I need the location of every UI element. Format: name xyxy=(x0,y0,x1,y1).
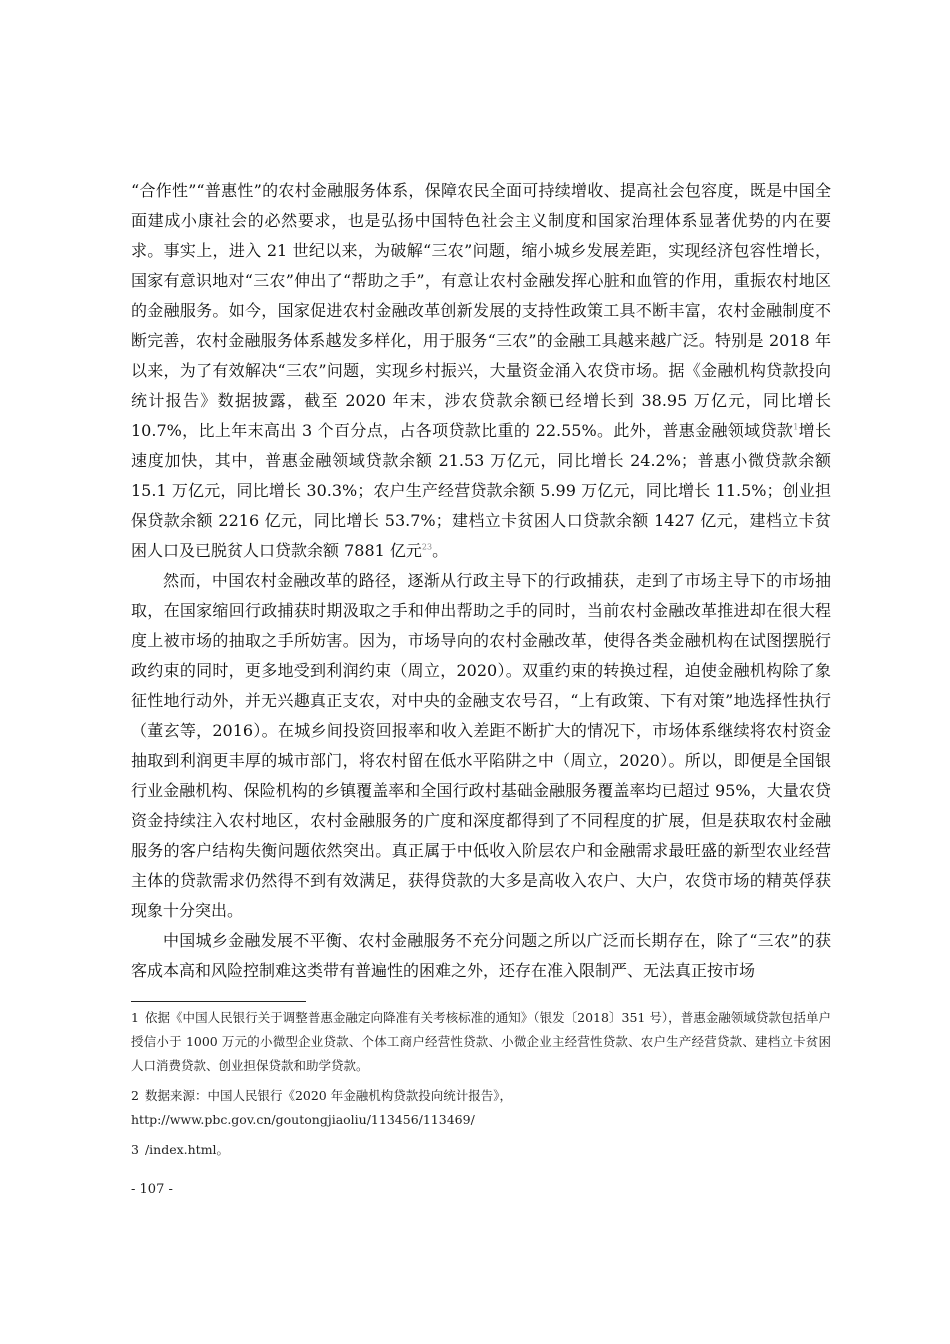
footnote-number: 3 xyxy=(131,1142,139,1157)
footnote-ref-23: 23 xyxy=(421,542,433,552)
footnote-2 xyxy=(131,1084,831,1132)
footnote-number: 1 xyxy=(131,1010,139,1025)
paragraph-1-text-a: “合作性”“普惠性”的农村金融服务体系，保障农民全面可持续增收、提高社会包容度，既是中国全面建成小康社会的必然要求，也是弘扬中国特色社会主义制度和国家治理体系显著优势的内在要求。事实上，进入 21 世纪以来，为破解“三农”问题，缩小城乡发展差距，实现经济包容性增长，国家有意识地对“三农”伸出了“帮助之手”，有意让农村金融发挥心脏和血管的作用，重振农村地区的金融服务。如今，国家促进农村金融改革创新发展的支持性政策工具不断丰富，农村金融制度不断完善，农村金融服务体系越发多样化，用于服务“三农”的金融工具越来越广泛。特别是 2018 年以来，为了有效解决“三农”问题，实现乡村振兴，大量资金涌入农贷市场。据《金融机构贷款投向统计报告》数据披露，截至 2020 年末，涉农贷款余额已经增长到 38.95 万亿元，同比增长 10.7%，比上年末高出 3 个百分点，占各项贷款比重的 22.55%。此外，普惠金融领域贷款 xyxy=(131,181,831,440)
paragraph-1-text-b: 增长速度加快，其中，普惠金融领域贷款余额 21.53 万亿元，同比增长 24.2%；普惠小微贷款余额 15.1 万亿元，同比增长 30.3%；农户生产经营贷款余额 5.99 万亿元，同比增长 11.5%；创业担保贷款余额 2216 亿元，同比增长 53.7%；建档立卡贫困人口贷款余额 1427 亿元，建档立卡贫困人口及已脱贫人口贷款余额 7881 亿元 xyxy=(131,421,831,560)
paragraph-3: 中国城乡金融发展不平衡、农村金融服务不充分问题之所以广泛而长期存在，除了“三农”的获客成本高和风险控制难这类带有普遍性的困难之外，还存在准入限制严、无法真正按市场 xyxy=(131,931,831,980)
footnote-3 xyxy=(131,1138,831,1162)
footnote-text: 依据《中国人民银行关于调整普惠金融定向降准有关考核标准的通知》（银发〔2018〕351 号），普惠金融领域贷款包括单户授信小于 1000 万元的小微型企业贷款、个体工商户经营性贷款、小微企业主经营性贷款、农户生产经营贷款、建档立卡贫困人口消费贷款、创业担保贷款和助学贷款。 xyxy=(131,1010,831,1073)
paragraph-2: 然而，中国农村金融改革的路径，逐渐从行政主导下的行政捕获，走到了市场主导下的市场抽取，在国家缩回行政捕获时期汲取之手和伸出帮助之手的同时，当前农村金融改革推进却在很大程度上被市场的抽取之手所妨害。因为，市场导向的农村金融改革，使得各类金融机构在试图摆脱行政约束的同时，更多地受到利润约束（周立，2020）。双重约束的转换过程，迫使金融机构除了象征性地行动外，并无兴趣真正支农，对中央的金融支农号召，“上有政策、下有对策”地选择性执行（董玄等，2016）。在城乡间投资回报率和收入差距不断扩大的情况下，市场体系继续将农村资金抽取到利润更丰厚的城市部门，将农村留在低水平陷阱之中（周立，2020）。所以，即便是全国银行业金融机构、保险机构的乡镇覆盖率和全国行政村基础金融服务覆盖率均已超过 95%，大量农贷资金持续注入农村地区，农村金融服务的广度和深度都得到了不同程度的扩展，但是获取农村金融服务的客户结构失衡问题依然突出。真正属于中低收入阶层农户和金融需求最旺盛的新型农业经营主体的贷款需求仍然得不到有效满足，获得贷款的大多是高收入农户、大户，农贷市场的精英俘获现象十分突出。 xyxy=(131,571,831,920)
footnote-1 xyxy=(131,1006,831,1078)
footnote-url: http://www.pbc.gov.cn/goutongjiaoliu/113456/113469/ xyxy=(131,1112,475,1127)
paragraph-1-text-c: 。 xyxy=(432,541,449,560)
page-number: - 107 - xyxy=(131,1182,173,1197)
footnote-text: 数据来源：中国人民银行《2020 年金融机构贷款投向统计报告》， xyxy=(144,1088,512,1103)
footnote-number: 2 xyxy=(131,1088,139,1103)
footnote-divider xyxy=(131,1001,306,1002)
footnotes xyxy=(131,1006,831,1168)
body-text xyxy=(131,176,831,986)
footnote-text: /index.html。 xyxy=(144,1142,230,1157)
paragraph-1 xyxy=(131,176,831,566)
footnote-ref-1: 1 xyxy=(793,422,799,432)
